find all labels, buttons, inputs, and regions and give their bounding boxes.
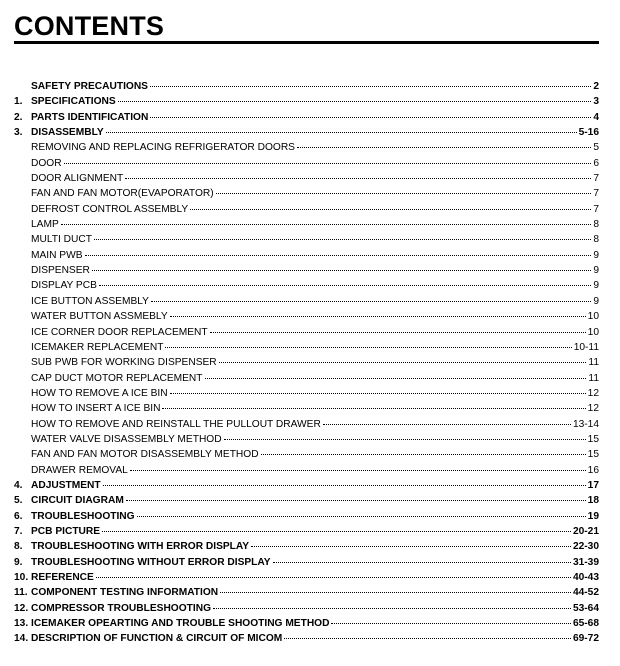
toc-entry: [14, 79, 599, 94]
toc-entry-label: ICE CORNER DOOR REPLACEMENT: [31, 326, 208, 338]
toc-entry: [14, 524, 599, 539]
toc-entry: [14, 616, 599, 631]
toc-entry-label: ICEMAKER REPLACEMENT: [31, 341, 164, 353]
toc-dot-leader: [323, 424, 571, 425]
toc-dot-leader: [331, 623, 570, 624]
toc-dot-leader: [96, 577, 571, 578]
toc-entry: [14, 601, 599, 616]
toc-entry-label: SPECIFICATIONS: [31, 96, 116, 108]
toc-entry: [14, 386, 599, 401]
toc-entry: [14, 125, 599, 140]
toc-entry: [14, 631, 599, 646]
toc-dot-leader: [64, 163, 592, 164]
toc-entry: [14, 263, 599, 278]
toc-entry-number: 5.: [14, 495, 23, 507]
toc-entry-label: HOW TO REMOVE AND REINSTALL THE PULLOUT DRAWER: [31, 418, 321, 430]
toc-entry: [14, 509, 599, 524]
toc-dot-leader: [297, 147, 591, 148]
toc-entry-page: 8: [593, 234, 599, 246]
toc-entry: [14, 340, 599, 355]
toc-entry: [14, 110, 599, 125]
toc-dot-leader: [205, 378, 587, 379]
toc-entry-label: ICE BUTTON ASSEMBLY: [31, 295, 149, 307]
toc-entry: [14, 309, 599, 324]
toc-dot-leader: [103, 485, 586, 486]
toc-dot-leader: [170, 316, 586, 317]
toc-entry-label: DEFROST CONTROL ASSEMBLY: [31, 203, 189, 215]
toc-entry: [14, 186, 599, 201]
toc-entry: [14, 325, 599, 340]
toc-entry-label: TROUBLESHOOTING WITH ERROR DISPLAY: [31, 541, 250, 553]
toc-entry-page: 19: [587, 510, 599, 522]
toc-entry-label: FAN AND FAN MOTOR DISASSEMBLY METHOD: [31, 449, 259, 461]
toc-entry-page: 3: [593, 96, 599, 108]
toc-entry-number: 1.: [14, 96, 23, 108]
toc-entry-page: 7: [593, 203, 599, 215]
toc-dot-leader: [224, 439, 586, 440]
toc-entry-page: 16: [587, 464, 599, 476]
toc-dot-leader: [99, 285, 591, 286]
toc-entry: [14, 294, 599, 309]
toc-entry-label: SUB PWB FOR WORKING DISPENSER: [31, 357, 217, 369]
toc-entry-number: 3.: [14, 127, 23, 139]
toc-entry-page: 10: [587, 311, 599, 323]
toc-entry-page: 7: [593, 173, 599, 185]
toc-entry-number: 12.: [14, 602, 29, 614]
toc-entry-number: 8.: [14, 541, 23, 553]
toc-dot-leader: [150, 117, 591, 118]
toc-dot-leader: [85, 255, 592, 256]
toc-entry-page: 10-11: [573, 341, 599, 353]
toc-entry-page: 44-52: [572, 587, 599, 599]
toc-entry: [14, 217, 599, 232]
toc-entry-number: 11.: [14, 587, 28, 599]
toc-entry: [14, 493, 599, 508]
toc-entry-number: 6.: [14, 510, 23, 522]
toc-entry: [14, 94, 599, 109]
toc-entry-label: DRAWER REMOVAL: [31, 464, 128, 476]
title-rule: [14, 41, 599, 44]
toc-entry: [14, 463, 599, 478]
toc-entry-label: DOOR ALIGNMENT: [31, 173, 124, 185]
toc-entry-page: 17: [587, 479, 599, 491]
toc-dot-leader: [216, 193, 592, 194]
toc-entry-label: CAP DUCT MOTOR REPLACEMENT: [31, 372, 203, 384]
toc-dot-leader: [150, 86, 591, 87]
toc-entry-number: 7.: [14, 525, 23, 537]
toc-entry-page: 40-43: [572, 572, 599, 583]
toc-entry: [14, 156, 599, 171]
toc-entry-label: DISPLAY PCB: [31, 280, 97, 292]
toc-entry-page: 4: [593, 111, 599, 123]
toc-entry-number: 4.: [14, 479, 23, 491]
toc-entry-page: 9: [593, 295, 599, 307]
toc-entry-label: WATER VALVE DISASSEMBLY METHOD: [31, 433, 222, 445]
toc-entry-label: DOOR: [31, 157, 62, 169]
toc-entry-label: REMOVING AND REPLACING REFRIGERATOR DOORS: [31, 142, 295, 154]
toc-dot-leader: [106, 132, 577, 133]
toc-entry-page: 8: [593, 219, 599, 231]
toc-entry-page: 12: [587, 403, 599, 415]
toc-entry-page: 13-14: [572, 418, 599, 430]
toc-entry-number: 10.: [14, 572, 29, 583]
toc-entry-label: DISPENSER: [31, 265, 90, 277]
toc-entry-page: 15: [587, 433, 599, 445]
toc-entry: [14, 140, 599, 155]
toc-dot-leader: [273, 562, 571, 563]
toc-entry: [14, 432, 599, 447]
toc-entry-page: 5: [593, 142, 599, 154]
toc-entry-page: 69-72: [572, 633, 599, 645]
toc-entry-page: 5-16: [578, 127, 599, 139]
toc-entry-label: SAFETY PRECAUTIONS: [31, 81, 148, 92]
toc-dot-leader: [130, 470, 586, 471]
toc-entry-label: TROUBLESHOOTING WITHOUT ERROR DISPLAY: [31, 556, 271, 568]
toc-entry-page: 9: [593, 265, 599, 277]
toc-entry: [14, 371, 599, 386]
toc-entry: [14, 278, 599, 293]
toc-entry-number: 9.: [14, 556, 23, 568]
toc-entry-page: 11: [588, 372, 599, 384]
toc-entry: [14, 401, 599, 416]
toc-entry-label: DISASSEMBLY: [31, 127, 104, 139]
toc-entry-page: 9: [593, 249, 599, 261]
toc-entry-page: 15: [587, 449, 599, 461]
toc-dot-leader: [94, 239, 591, 240]
toc-entry-label: PARTS IDENTIFICATION: [31, 111, 149, 123]
toc-entry-page: 2: [593, 81, 599, 92]
toc-dot-leader: [126, 500, 586, 501]
toc-dot-leader: [170, 393, 586, 394]
toc-entry-page: 9: [593, 280, 599, 292]
toc-entry: [14, 232, 599, 247]
toc-entry-label: PCB PICTURE: [31, 525, 101, 537]
toc-dot-leader: [210, 332, 586, 333]
toc-entry-label: MULTI DUCT: [31, 234, 92, 246]
page-title: CONTENTS: [14, 11, 165, 41]
toc-entry: [14, 171, 599, 186]
toc-entry-label: WATER BUTTON ASSMEBLY: [31, 311, 168, 323]
toc-dot-leader: [162, 408, 585, 409]
toc-entry-label: HOW TO REMOVE A ICE BIN: [31, 387, 168, 399]
toc-dot-leader: [261, 454, 586, 455]
toc-entry: [14, 539, 599, 554]
toc-entry: [14, 417, 599, 432]
toc-entry-label: MAIN PWB: [31, 249, 83, 261]
toc-entry-page: 11: [588, 357, 599, 369]
toc-entry-label: LAMP: [31, 219, 59, 231]
toc-dot-leader: [102, 531, 571, 532]
toc-dot-leader: [251, 546, 571, 547]
toc-entry-page: 10: [587, 326, 599, 338]
toc-entry-page: 20-21: [572, 525, 599, 537]
toc-entry-label: COMPRESSOR TROUBLESHOOTING: [31, 602, 211, 614]
toc-entry-page: 22-30: [572, 541, 599, 553]
toc-entry-label: FAN AND FAN MOTOR(EVAPORATOR): [31, 188, 214, 200]
toc-entry-page: 65-68: [572, 618, 599, 630]
toc-dot-leader: [190, 209, 591, 210]
toc-entry-label: ICEMAKER OPEARTING AND TROUBLE SHOOTING METHOD: [31, 618, 330, 630]
toc-dot-leader: [219, 362, 587, 363]
toc-entry: [14, 570, 599, 585]
toc-dot-leader: [92, 270, 591, 271]
toc-dot-leader: [118, 101, 592, 102]
toc-entry-label: CIRCUIT DIAGRAM: [31, 495, 124, 507]
toc-dot-leader: [220, 592, 571, 593]
toc-dot-leader: [151, 301, 591, 302]
toc-entry-label: HOW TO INSERT A ICE BIN: [31, 403, 161, 415]
toc-entry-page: 6: [593, 157, 599, 169]
toc-entry-number: 13.: [14, 618, 29, 630]
toc-entry-label: COMPONENT TESTING INFORMATION: [31, 587, 219, 599]
toc-entry-number: 2.: [14, 111, 23, 123]
toc-dot-leader: [165, 347, 571, 348]
toc-entry-page: 31-39: [572, 556, 599, 568]
toc-entry-label: REFERENCE: [31, 572, 94, 583]
toc-entry-page: 7: [593, 188, 599, 200]
toc-entry: [14, 248, 599, 263]
toc-entry-label: ADJUSTMENT: [31, 479, 101, 491]
toc-entry: [14, 478, 599, 493]
toc-dot-leader: [61, 224, 592, 225]
toc-dot-leader: [213, 608, 571, 609]
toc-entry: [14, 555, 599, 570]
table-of-contents: [14, 79, 599, 647]
toc-entry: [14, 355, 599, 370]
toc-entry-label: DESCRIPTION OF FUNCTION & CIRCUIT OF MICOM: [31, 633, 283, 645]
toc-dot-leader: [137, 516, 586, 517]
toc-entry-page: 12: [587, 387, 599, 399]
toc-entry: [14, 447, 599, 462]
toc-entry-label: TROUBLESHOOTING: [31, 510, 135, 522]
toc-entry: [14, 202, 599, 217]
toc-entry-page: 53-64: [572, 602, 599, 614]
toc-entry: [14, 585, 599, 600]
toc-dot-leader: [125, 178, 591, 179]
toc-entry-page: 18: [587, 495, 599, 507]
toc-entry-number: 14.: [14, 633, 29, 645]
toc-dot-leader: [284, 638, 571, 639]
